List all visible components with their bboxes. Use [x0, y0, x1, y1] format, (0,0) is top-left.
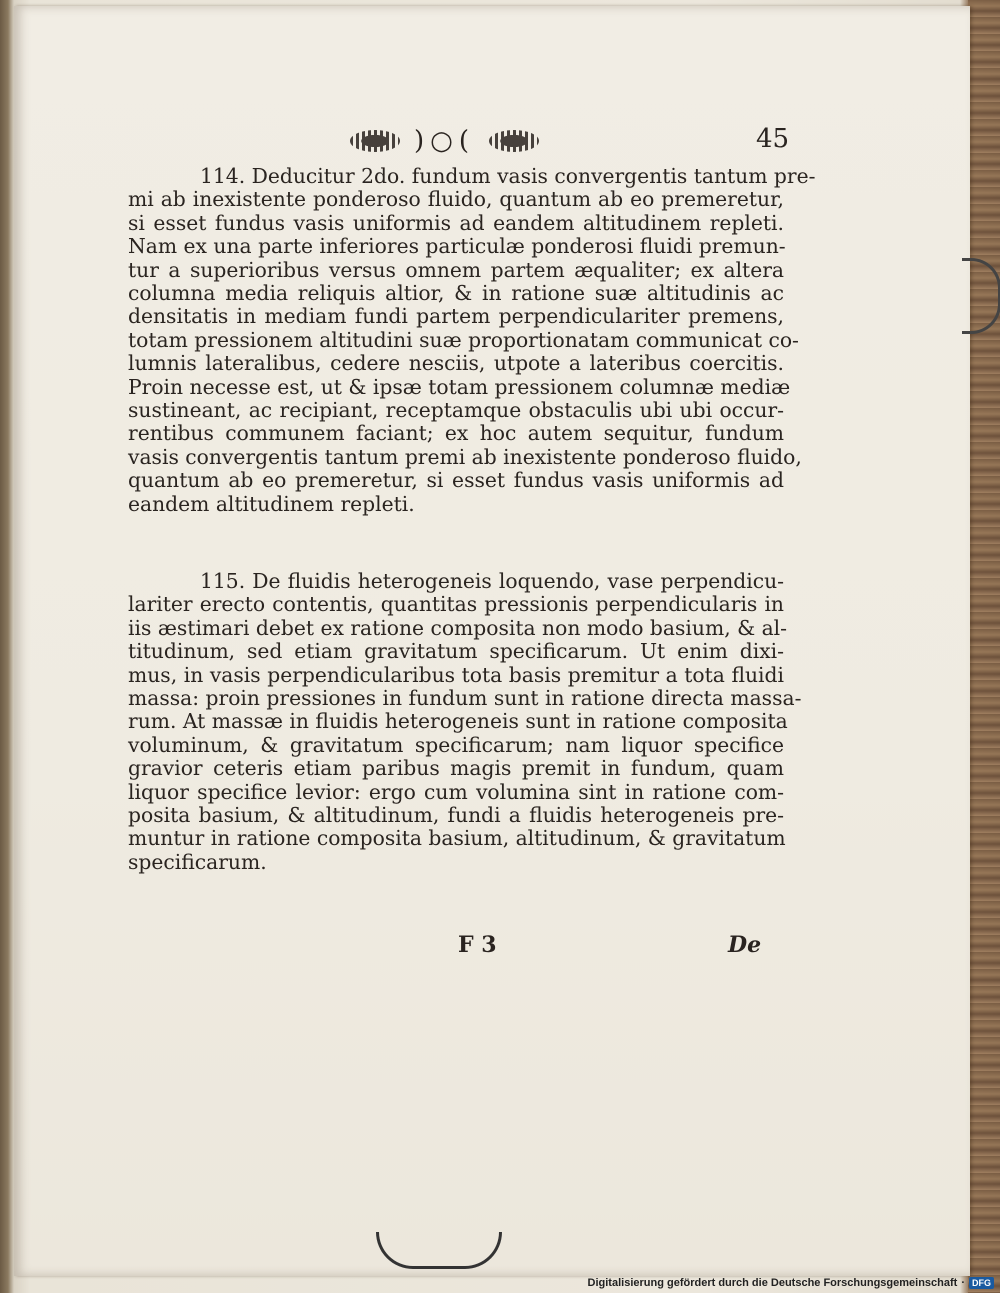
text-line: lariter erecto contentis, quantitas pressionis perpendicularis in — [128, 592, 784, 617]
text-line: densitatis in mediam fundi partem perpendiculariter premens, — [128, 304, 784, 329]
text-line: tur a superioribus versus omnem partem æqualiter; ex altera — [128, 257, 784, 282]
text-line: Proin necesse est, ut & ipsæ totam pressionem columnæ mediæ — [128, 374, 791, 399]
text-line: iis æstimari debet ex ratione composita non modo basium, & al- — [128, 615, 788, 640]
text-line: specificarum. — [128, 849, 267, 874]
paragraph-114 — [128, 164, 816, 516]
text-line: si esset fundus vasis uniformis ad eandem altitudinem repleti. — [128, 210, 784, 235]
paragraph-115 — [128, 569, 802, 874]
text-line: 114. Deducitur 2do. fundum vasis convergentis tantum pre- — [200, 164, 816, 188]
text-line: posita basium, & altitudinum, fundi a fluidis heterogeneis pre- — [128, 803, 784, 828]
digitization-credit: Digitalisierung gefördert durch die Deutsche Forschungsgemeinschaft · DFG — [588, 1277, 994, 1289]
page-clip-right — [962, 258, 1000, 334]
fleuron-left-icon — [350, 130, 400, 152]
header-moons: )○( — [414, 126, 475, 156]
dfg-logo-icon: DFG — [969, 1277, 994, 1289]
text-line: quantum ab eo premeretur, si esset fundus vasis uniformis ad — [128, 468, 784, 493]
signature-mark: F 3 — [458, 932, 497, 958]
page-number: 45 — [756, 124, 790, 154]
page-header — [350, 124, 539, 158]
text-line: mi ab inexistente ponderoso fluido, quantum ab eo premeretur, — [128, 187, 784, 212]
text-line: muntur in ratione composita basium, altitudinum, & gravitatum — [128, 826, 786, 851]
text-line: rentibus communem faciant; ex hoc autem sequitur, fundum — [128, 421, 784, 446]
page-clip-bottom — [376, 1232, 502, 1269]
text-line: massa: proin pressiones in fundum sunt in ratione directa massa- — [128, 686, 802, 711]
text-line: totam pressionem altitudini suæ proportionatam communicat co- — [128, 327, 799, 352]
text-line: 115. De fluidis heterogeneis loquendo, vase perpendicu- — [200, 569, 784, 593]
text-line: titudinum, sed etiam gravitatum specificarum. Ut enim dixi- — [128, 639, 784, 664]
text-line: gravior ceteris etiam paribus magis premit in fundum, quam — [128, 756, 784, 781]
credit-text: Digitalisierung gefördert durch die Deutsche Forschungsgemeinschaft — [587, 1277, 958, 1289]
fleuron-right-icon — [489, 130, 539, 152]
text-line: rum. At massæ in fluidis heterogeneis sunt in ratione composita — [128, 709, 788, 734]
text-line: Nam ex una parte inferiores particulæ ponderosi fluidi premun- — [128, 234, 786, 259]
text-line: eandem altitudinem repleti. — [128, 491, 415, 516]
text-line: voluminum, & gravitatum specificarum; nam liquor specifice — [128, 732, 784, 757]
catchword: De — [728, 932, 762, 958]
book-edge — [968, 0, 1000, 1293]
text-line: sustineant, ac recipiant, receptamque obstaculis ubi ubi occur- — [128, 398, 784, 423]
text-line: columna media reliquis altior, & in ratione suæ altitudinis ac — [128, 281, 784, 306]
text-line: liquor specifice levior: ergo cum volumina sint in ratione com- — [128, 779, 784, 804]
text-line: mus, in vasis perpendicularibus tota basis premitur a tota fluidi — [128, 662, 784, 687]
text-line: lumnis lateralibus, cedere nesciis, utpote a lateribus coercitis. — [128, 351, 784, 376]
text-line: vasis convergentis tantum premi ab inexistente ponderoso fluido, — [128, 444, 802, 469]
